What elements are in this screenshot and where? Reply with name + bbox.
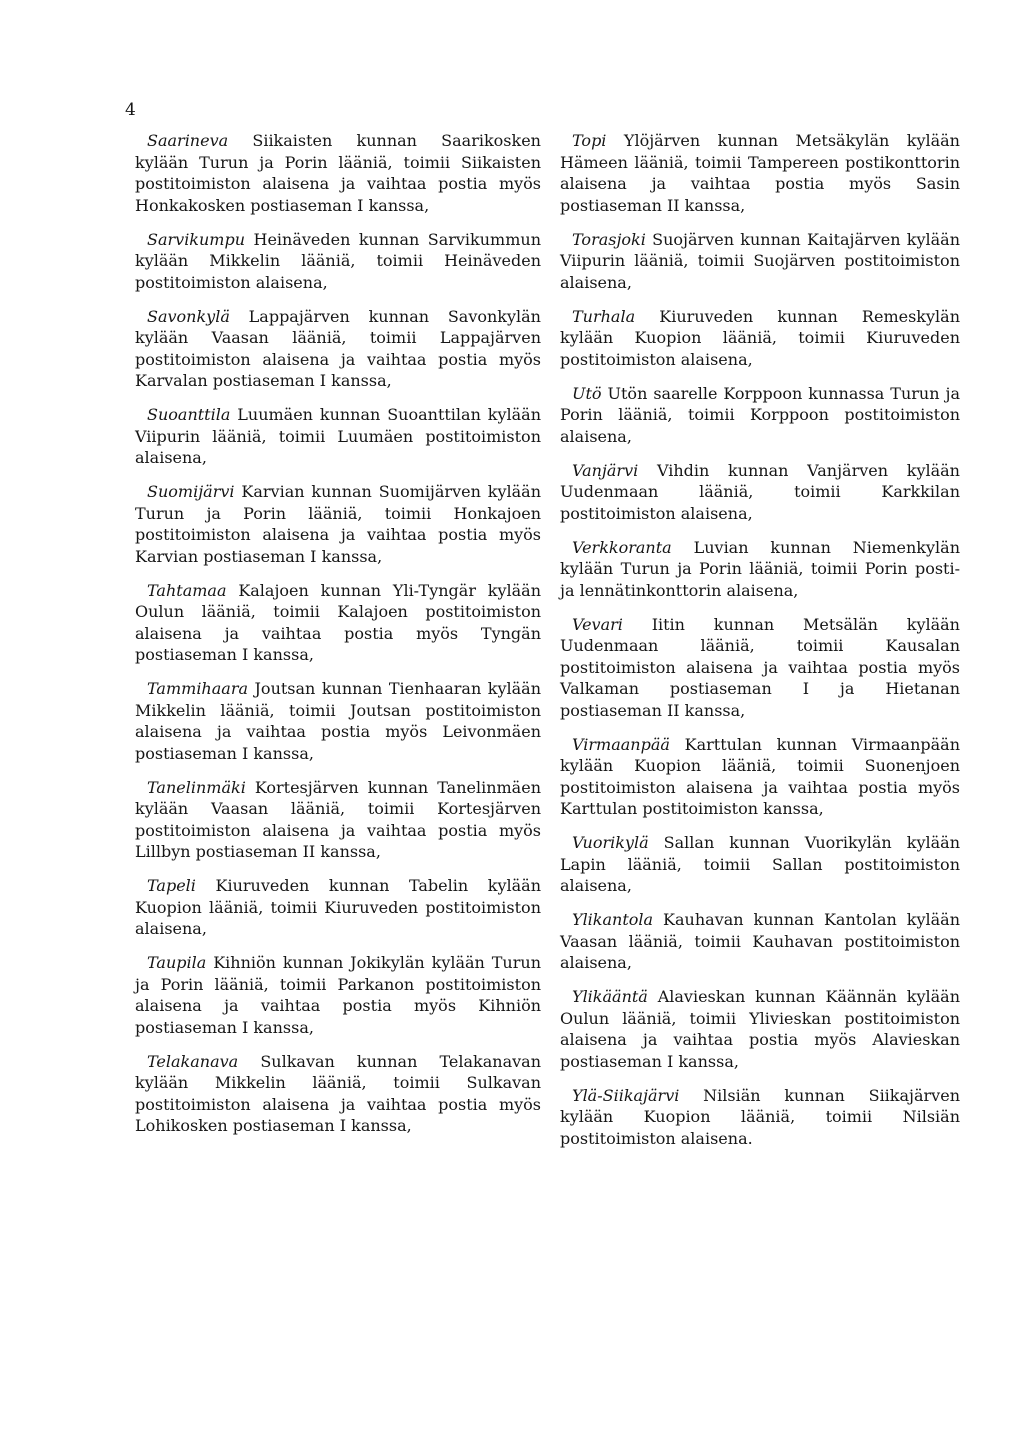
entry-text: Kauhavan kunnan Kantolan kylään Vaasan lääniä, toimii Kauhavan postitoimiston alaisena, [560, 910, 960, 972]
entry-name: Torasjoki [572, 229, 646, 249]
entry-name: Virmaanpää [572, 734, 670, 754]
entry-name: Vuorikylä [572, 833, 649, 852]
entry [135, 404, 541, 469]
right-column [560, 130, 960, 1162]
entry-text: Karvian kunnan Suomijärven kylään Turun ja Porin lääniä, toimii Honkajoen postitoimiston alaisena ja vaihtaa postia myös Karvian postiaseman I kanssa, [135, 482, 542, 566]
entry-name: Taupila [147, 953, 207, 972]
entry-name: Suoanttila [147, 405, 231, 424]
entry-name: Topi [572, 131, 607, 150]
entry [135, 580, 541, 666]
entry [560, 614, 960, 722]
entry [135, 875, 541, 940]
entry-name: Ylä-Siikajärvi [572, 1085, 680, 1105]
entry [560, 986, 960, 1072]
entry-text: Joutsan kunnan Tienhaaran kylään Mikkelin lääniä, toimii Joutsan postitoimiston alaisena ja vaihtaa postia myös Leivonmäen postiaseman I kanssa, [135, 679, 541, 763]
entry [135, 481, 541, 567]
left-column [135, 130, 541, 1149]
entry-text: Kalajoen kunnan Yli-Tyngär kylään Oulun lääniä, toimii Kalajoen postitoimiston alaisena ja vaihtaa postia myös Tyngän postiaseman I kanssa, [135, 580, 541, 664]
entry-name: Savonkylä [147, 306, 230, 326]
entry-text: Ylöjärven kunnan Metsäkylän kylään Hämeen lääniä, toimii Tampereen postikonttorin alaisena ja vaihtaa postia myös Sasin postiaseman II kanssa, [560, 131, 960, 215]
entry-name: Saarineva [147, 131, 229, 150]
page-number: 4 [125, 100, 136, 120]
entry-text: Kortesjärven kunnan Tanelinmäen kylään Vaasan lääniä, toimii Kortesjärven postitoimiston alaisena ja vaihtaa postia myös Lillbyn postiaseman II kanssa, [135, 777, 541, 861]
entry-name: Tapeli [147, 876, 196, 895]
entry [560, 383, 960, 448]
entry [135, 952, 541, 1038]
entry-text: Sallan kunnan Vuorikylän kylään Lapin lääniä, toimii Sallan postitoimiston alaisena, [560, 833, 960, 895]
entry-name: Vevari [572, 614, 623, 634]
entry [560, 130, 960, 216]
entry-name: Telakanava [147, 1051, 239, 1071]
entry-name: Tammihaara [147, 679, 248, 698]
entry-text: Suojärven kunnan Kaitajärven kylään Viipurin lääniä, toimii Suojärven postitoimiston alaisena, [560, 229, 960, 292]
entry [135, 130, 541, 216]
entry-name: Ylikantola [572, 910, 654, 929]
entry [560, 832, 960, 897]
entry-name: Suomijärvi [147, 482, 235, 501]
entry-name: Tanelinmäki [147, 777, 246, 797]
entry [560, 909, 960, 974]
entry-text: Siikaisten kunnan Saarikosken kylään Turun ja Porin lääniä, toimii Siikaisten postitoimiston alaisena ja vaihtaa postia myös Honkakosken postiaseman I kanssa, [135, 131, 541, 215]
entry-text: Heinäveden kunnan Sarvikummun kylään Mikkelin lääniä, toimii Heinäveden postitoimiston alaisena, [135, 229, 541, 292]
entry [560, 306, 960, 371]
entry-name: Vanjärvi [572, 460, 639, 480]
entry-name: Tahtamaa [147, 580, 227, 600]
entry [560, 734, 960, 820]
entry [560, 537, 960, 602]
entry-text: Karttulan kunnan Virmaanpään kylään Kuopion lääniä, toimii Suonenjoen postitoimiston alaisena ja vaihtaa postia myös Karttulan postitoimiston kanssa, [560, 734, 960, 818]
entry-text: Kihniön kunnan Jokikylän kylään Turun ja Porin lääniä, toimii Parkanon postitoimiston alaisena ja vaihtaa postia myös Kihniön postiaseman I kanssa, [135, 953, 541, 1037]
entry [560, 460, 960, 525]
entry-text: Vihdin kunnan Vanjärven kylään Uudenmaan lääniä, toimii Karkkilan postitoimiston alaisena, [560, 460, 960, 523]
entry [135, 306, 541, 392]
entry-name: Verkkoranta [572, 537, 672, 557]
entry-name: Ylikääntä [572, 987, 648, 1006]
entry-text: Luvian kunnan Niemenkylän kylään Turun ja Porin lääniä, toimii Porin posti- ja lennätinkonttorin alaisena, [560, 537, 960, 600]
entry [560, 1085, 960, 1150]
entry-name: Utö [572, 383, 602, 403]
entry [135, 678, 541, 764]
entry-name: Turhala [572, 306, 636, 326]
entry-text: Kiuruveden kunnan Remeskylän kylään Kuopion lääniä, toimii Kiuruveden postitoimiston alaisena, [560, 306, 960, 369]
entry-text: Luumäen kunnan Suoanttilan kylään Viipurin lääniä, toimii Luumäen postitoimiston alaisena, [135, 405, 541, 467]
entry-text: Utön saarelle Korppoon kunnassa Turun ja Porin lääniä, toimii Korppoon postitoimiston alaisena, [560, 383, 960, 446]
entry-name: Sarvikumpu [147, 229, 246, 249]
entry-text: Lappajärven kunnan Savonkylän kylään Vaasan lääniä, toimii Lappajärven postitoimiston alaisena ja vaihtaa postia myös Karvalan postiaseman I kanssa, [135, 306, 541, 390]
entry [135, 229, 541, 294]
entry [135, 1051, 541, 1137]
entry-text: Kiuruveden kunnan Tabelin kylään Kuopion lääniä, toimii Kiuruveden postitoimiston alaisena, [135, 876, 541, 938]
entry-text: Alavieskan kunnan Käännän kylään Oulun lääniä, toimii Ylivieskan postitoimiston alaisena ja vaihtaa postia myös Alavieskan postiaseman I kanssa, [560, 987, 961, 1071]
entry [135, 777, 541, 863]
entry-text: Iitin kunnan Metsälän kylään Uudenmaan lääniä, toimii Kausalan postitoimiston alaisena ja vaihtaa postia myös Valkaman postiaseman I ja Hietanan postiaseman II kanssa, [560, 614, 960, 720]
entry-text: Sulkavan kunnan Telakanavan kylään Mikkelin lääniä, toimii Sulkavan postitoimiston alaisena ja vaihtaa postia myös Lohikosken postiaseman I kanssa, [135, 1051, 541, 1135]
entry [560, 229, 960, 294]
entry-text: Nilsiän kunnan Siikajärven kylään Kuopion lääniä, toimii Nilsiän postitoimiston alaisena. [560, 1085, 960, 1148]
